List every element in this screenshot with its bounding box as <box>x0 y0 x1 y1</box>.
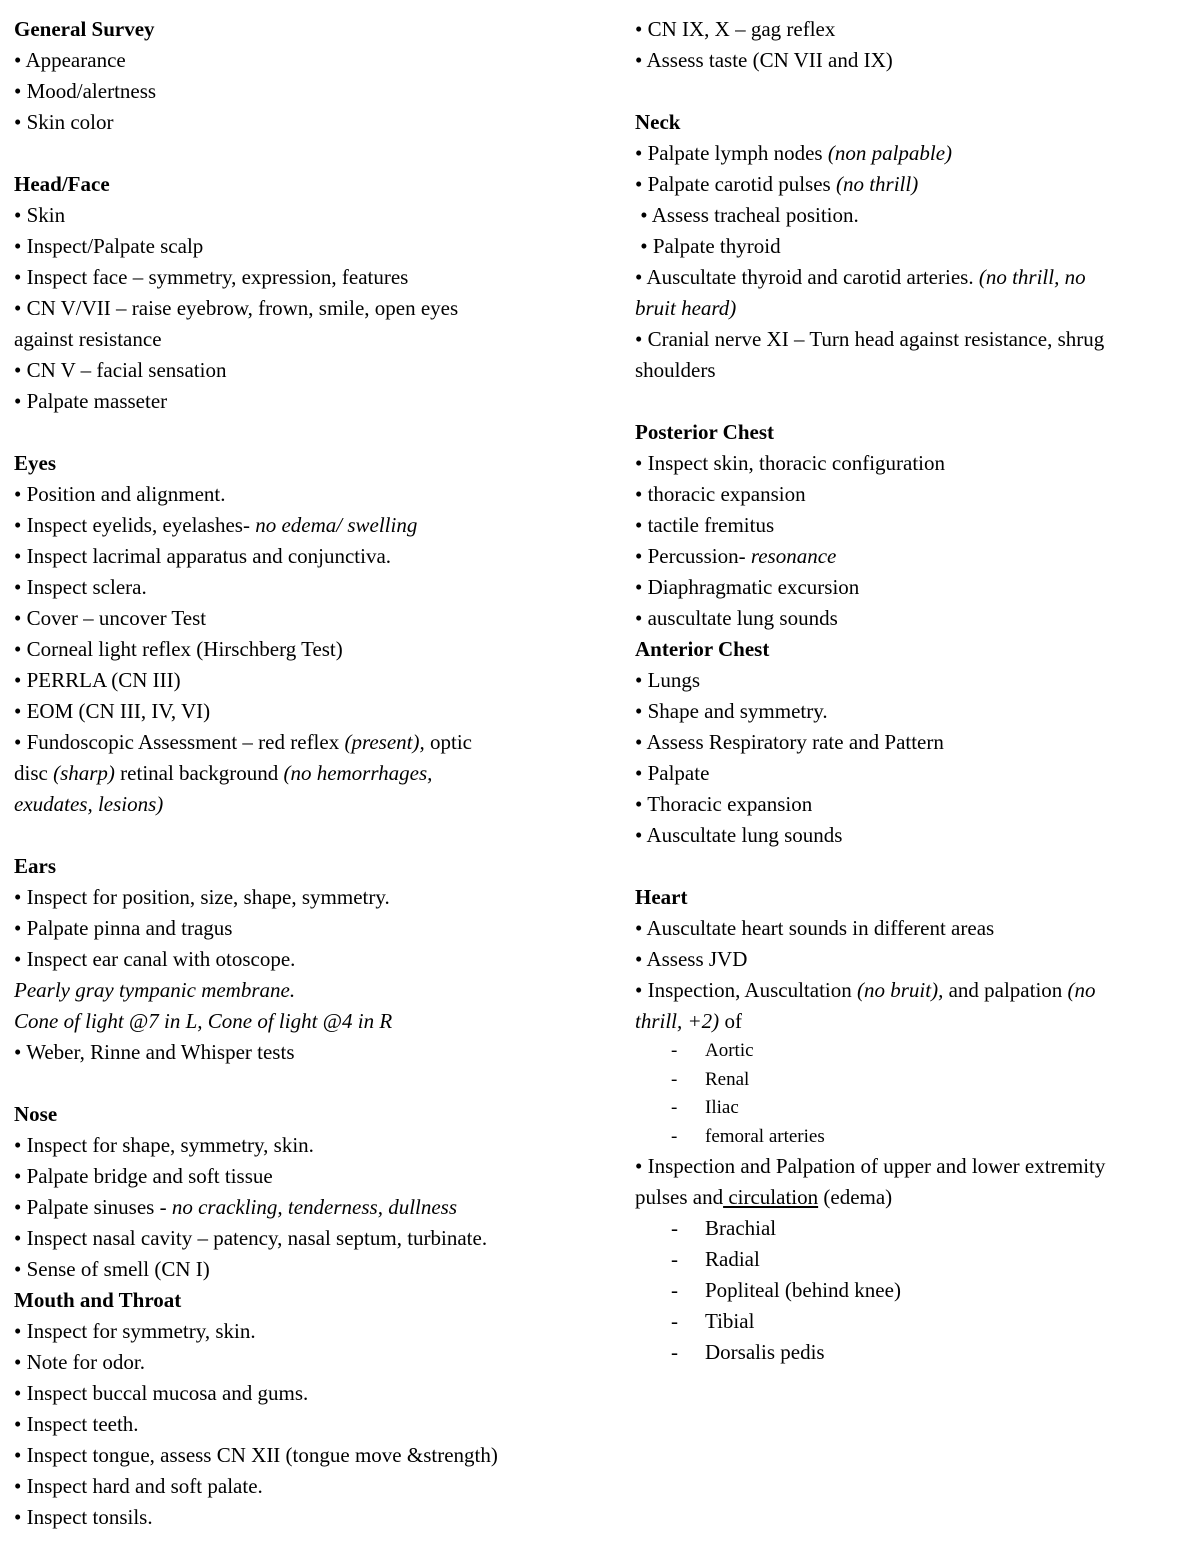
list-item-continuation: against resistance <box>14 327 162 351</box>
dash-marker: - <box>671 1309 678 1333</box>
sub-list-item <box>635 1094 1195 1123</box>
section-heading-neck: Neck <box>635 110 681 134</box>
list-item: • Inspect buccal mucosa and gums. <box>14 1381 309 1405</box>
list-item: • Inspect for position, size, shape, symmetry. <box>14 885 390 909</box>
sub-item-text: Dorsalis pedis <box>705 1340 825 1364</box>
item-text: optic <box>424 730 472 754</box>
list-item-continuation <box>14 758 604 789</box>
list-item: • Appearance <box>14 48 126 72</box>
finding-note: (no thrill) <box>835 172 919 196</box>
list-item: • Assess taste (CN VII and IX) <box>635 48 893 72</box>
dash-marker: - <box>671 1125 678 1147</box>
section-heading-posterior-chest: Posterior Chest <box>635 420 774 444</box>
list-item: • Note for odor. <box>14 1350 145 1374</box>
list-item: • Position and alignment. <box>14 482 226 506</box>
item-text: of <box>719 1009 742 1033</box>
item-text: • Fundoscopic Assessment – red reflex <box>14 730 345 754</box>
section-heading-nose: Nose <box>14 1102 58 1126</box>
finding-note: (present), <box>344 730 425 754</box>
list-item: • Palpate bridge and soft tissue <box>14 1164 273 1188</box>
list-item: • Inspect for symmetry, skin. <box>14 1319 256 1343</box>
sub-item-text: Popliteal (behind knee) <box>705 1278 901 1302</box>
section-heading-mouth-throat: Mouth and Throat <box>14 1288 182 1312</box>
finding-note: thrill, +2) <box>635 1009 720 1033</box>
list-item <box>635 975 1195 1006</box>
list-item: • Corneal light reflex (Hirschberg Test) <box>14 637 343 661</box>
sub-list-item <box>635 1306 1195 1337</box>
list-item: • Assess tracheal position. <box>635 203 859 227</box>
finding-note: no crackling, tenderness, dullness <box>171 1195 458 1219</box>
item-text: (edema) <box>818 1185 893 1209</box>
list-item <box>14 510 604 541</box>
list-item: • Inspect sclera. <box>14 575 147 599</box>
item-text: • Palpate sinuses - <box>14 1195 172 1219</box>
list-item <box>635 169 1195 200</box>
list-item: • Inspect teeth. <box>14 1412 139 1436</box>
list-item: • CN V – facial sensation <box>14 358 227 382</box>
item-text: • Inspect eyelids, eyelashes- <box>14 513 256 537</box>
dash-marker: - <box>671 1340 678 1364</box>
sub-list-item <box>635 1123 1195 1152</box>
list-item: • Inspect/Palpate scalp <box>14 234 204 258</box>
list-item: • Skin color <box>14 110 114 134</box>
finding-note-continuation: bruit heard) <box>635 296 737 320</box>
list-item: • Palpate <box>635 761 710 785</box>
list-item: • Assess JVD <box>635 947 748 971</box>
list-item: • Inspection and Palpation of upper and lower extremity <box>635 1154 1106 1178</box>
list-item: • CN V/VII – raise eyebrow, frown, smile, open eyes <box>14 296 459 320</box>
finding-note: no edema/ swelling <box>255 513 418 537</box>
list-item-continuation: shoulders <box>635 358 716 382</box>
list-item: • Assess Respiratory rate and Pattern <box>635 730 944 754</box>
list-item: • Inspect tongue, assess CN XII (tongue move &strength) <box>14 1443 498 1467</box>
list-item <box>14 727 604 758</box>
list-item: • Mood/alertness <box>14 79 157 103</box>
section-heading-anterior-chest: Anterior Chest <box>635 637 770 661</box>
sub-list-item <box>635 1275 1195 1306</box>
list-item: • Inspect lacrimal apparatus and conjunctiva. <box>14 544 392 568</box>
list-item: • Inspect hard and soft palate. <box>14 1474 263 1498</box>
list-item: • tactile fremitus <box>635 513 775 537</box>
section-heading-heart: Heart <box>635 885 688 909</box>
list-item <box>635 262 1195 293</box>
list-item: • Inspect tonsils. <box>14 1505 153 1529</box>
list-item: • Cover – uncover Test <box>14 606 207 630</box>
finding-note: (sharp) <box>53 761 115 785</box>
item-text: and palpation <box>943 978 1068 1002</box>
dash-marker: - <box>671 1216 678 1240</box>
list-item: • Thoracic expansion <box>635 792 813 816</box>
sub-item-text: Renal <box>705 1068 750 1090</box>
item-text: • Percussion- <box>635 544 751 568</box>
dash-marker: - <box>671 1097 678 1118</box>
sub-list-item <box>635 1066 1195 1095</box>
sub-list-item <box>635 1037 1195 1066</box>
list-item: • EOM (CN III, IV, VI) <box>14 699 211 723</box>
list-item-continuation <box>635 1006 1195 1037</box>
list-item: • Auscultate heart sounds in different areas <box>635 916 995 940</box>
item-text: retinal background <box>114 761 284 785</box>
list-item: • Diaphragmatic excursion <box>635 575 860 599</box>
section-heading-general-survey: General Survey <box>14 17 155 41</box>
finding-note: Cone of light @7 in L, Cone of light @4 in R <box>14 1009 393 1033</box>
dash-marker: - <box>671 1040 678 1061</box>
list-item: • auscultate lung sounds <box>635 606 838 630</box>
list-item: • Inspect face – symmetry, expression, features <box>14 265 409 289</box>
list-item: • Sense of smell (CN I) <box>14 1257 210 1281</box>
dash-marker: - <box>671 1247 678 1271</box>
dash-marker: - <box>671 1278 678 1302</box>
section-heading-head-face: Head/Face <box>14 172 110 196</box>
list-item <box>635 138 1195 169</box>
list-item: • Skin <box>14 203 66 227</box>
list-item: • Cranial nerve XI – Turn head against resistance, shrug <box>635 327 1105 351</box>
sub-item-text: Iliac <box>705 1097 739 1118</box>
finding-note: (non palpable) <box>827 141 953 165</box>
finding-note: Pearly gray tympanic membrane. <box>14 978 296 1002</box>
list-item <box>635 541 1195 572</box>
list-item: • thoracic expansion <box>635 482 806 506</box>
item-text: • Auscultate thyroid and carotid arteries. <box>635 265 979 289</box>
sub-list-item <box>635 1244 1195 1275</box>
list-item: • Shape and symmetry. <box>635 699 828 723</box>
underlined-term: circulation <box>723 1185 819 1209</box>
sub-item-text: Brachial <box>705 1216 777 1240</box>
sub-list-item <box>635 1337 1195 1368</box>
list-item: • Weber, Rinne and Whisper tests <box>14 1040 295 1064</box>
sub-item-text: femoral arteries <box>705 1125 825 1147</box>
list-item <box>14 1192 604 1223</box>
finding-note: (no hemorrhages, <box>283 761 433 785</box>
item-text: disc <box>14 761 54 785</box>
dash-marker: - <box>671 1068 678 1090</box>
sub-list-item <box>635 1213 1195 1244</box>
list-item: • Inspect nasal cavity – patency, nasal septum, turbinate. <box>14 1226 488 1250</box>
list-item: • Inspect skin, thoracic configuration <box>635 451 946 475</box>
list-item: • Palpate thyroid <box>635 234 781 258</box>
list-item: • Inspect for shape, symmetry, skin. <box>14 1133 314 1157</box>
section-heading-eyes: Eyes <box>14 451 56 475</box>
finding-note: (no <box>1067 978 1096 1002</box>
finding-note: resonance <box>750 544 837 568</box>
list-item: • Inspect ear canal with otoscope. <box>14 947 296 971</box>
sub-item-text: Tibial <box>705 1309 755 1333</box>
list-item: • Lungs <box>635 668 701 692</box>
list-item: • CN IX, X – gag reflex <box>635 17 836 41</box>
list-item: • Palpate masseter <box>14 389 168 413</box>
left-column <box>14 14 604 1533</box>
list-item-continuation <box>635 1182 1195 1213</box>
finding-note: (no thrill, no <box>978 265 1086 289</box>
item-text: pulses and <box>635 1185 724 1209</box>
sub-item-text: Radial <box>705 1247 760 1271</box>
finding-note-continuation: exudates, lesions) <box>14 792 164 816</box>
list-item: • Auscultate lung sounds <box>635 823 843 847</box>
item-text: • Palpate carotid pulses <box>635 172 836 196</box>
item-text: • Inspection, Auscultation <box>635 978 857 1002</box>
list-item: • Palpate pinna and tragus <box>14 916 233 940</box>
item-text: • Palpate lymph nodes <box>635 141 828 165</box>
section-heading-ears: Ears <box>14 854 56 878</box>
finding-note: (no bruit), <box>857 978 944 1002</box>
right-column <box>635 14 1195 1368</box>
sub-item-text: Aortic <box>705 1040 754 1061</box>
list-item: • PERRLA (CN III) <box>14 668 181 692</box>
